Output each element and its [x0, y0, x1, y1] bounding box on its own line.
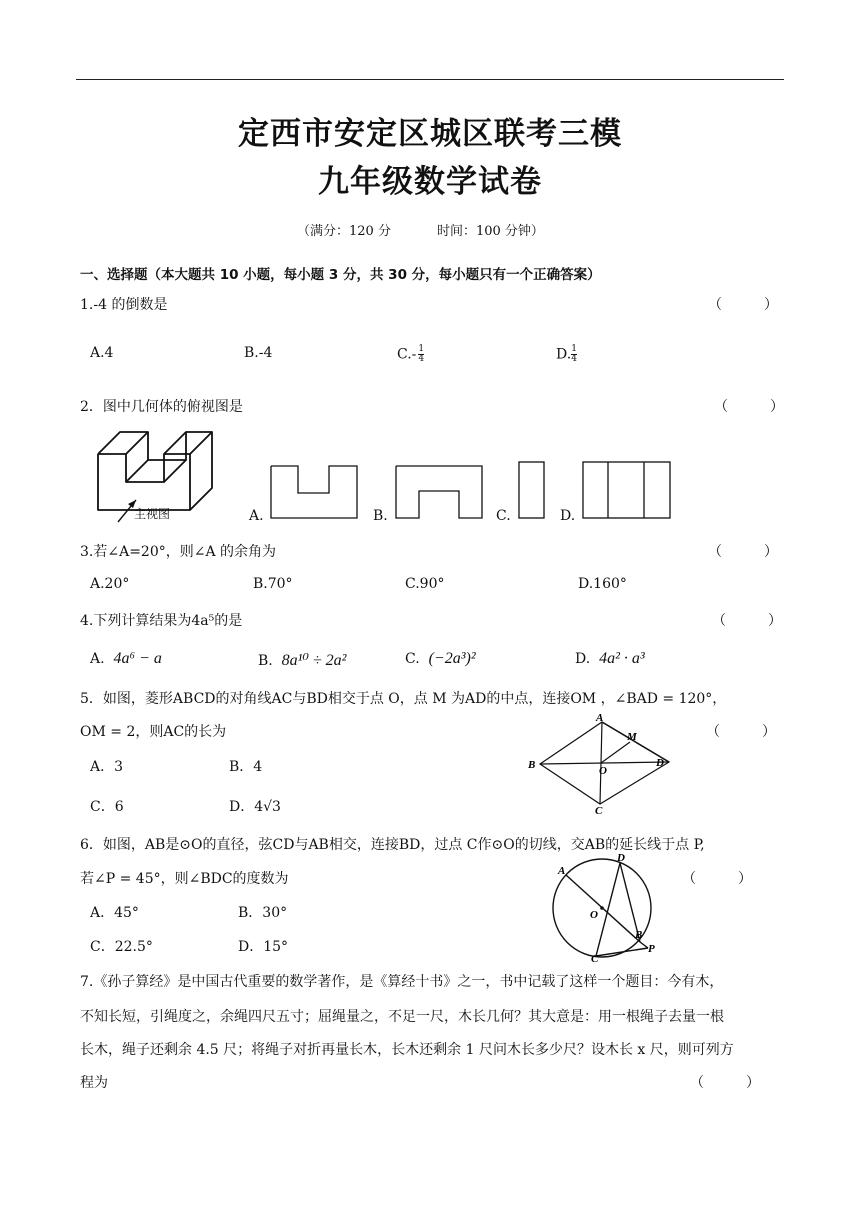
q5-answer-paren: （ ） — [706, 724, 776, 740]
q2-option-d-figure — [582, 461, 672, 519]
q3-answer-paren: （ ） — [708, 544, 778, 560]
q1-stem: 1.-4 的倒数是 — [80, 297, 168, 313]
q2-option-c-label: C. — [496, 508, 511, 524]
q1-option-b: B.-4 — [244, 345, 273, 361]
q2-answer-paren: （ ） — [714, 399, 784, 415]
q4-option-d: D. 4a² · a³ — [575, 650, 645, 667]
q6-option-c: C．22.5° — [90, 939, 153, 955]
q5-rhombus-figure — [526, 712, 676, 814]
q6-label-P: P — [648, 943, 655, 955]
q7-answer-paren: （ ） — [690, 1075, 760, 1091]
q6-label-B: B — [635, 929, 643, 941]
q2-option-a-figure — [270, 465, 358, 519]
q2-main-view-label: 主视图 — [134, 507, 171, 521]
q7-stem-line-1: 7.《孙子算经》是中国古代重要的数学著作，是《算经十书》之一，书中记载了这样一个题目：今有木， — [80, 974, 724, 990]
q5-label-D: D — [656, 757, 664, 769]
q5-label-O: O — [599, 765, 607, 777]
q3-option-a: A.20° — [90, 576, 130, 592]
q4-option-b: B. 8a¹⁰ ÷ 2a² — [258, 652, 347, 669]
q6-label-C: C — [591, 953, 599, 962]
q6-label-A: A — [558, 865, 566, 877]
q2-option-d-label: D. — [560, 508, 576, 524]
q3-option-c: C.90° — [405, 576, 445, 592]
q5-label-B: B — [528, 759, 536, 771]
q6-circle-figure — [548, 848, 660, 962]
title-line-1: 定西市安定区城区联考三模 — [238, 116, 622, 152]
q2-option-b-figure — [395, 465, 483, 519]
q3-option-b: B.70° — [253, 576, 293, 592]
q5-option-a: A．3 — [90, 759, 124, 775]
q1-option-c: C.- $\frac{1}{4}$ — [397, 344, 425, 364]
q6-stem-line-1: 6．如图，AB是⊙O的直径，弦CD与AB相交，连接BD，过点 C作⊙O的切线，交AB的延长线于点 P, — [80, 837, 705, 853]
q2-option-c-figure — [518, 461, 546, 519]
q4-stem: 4.下列计算结果为4a⁵的是 — [80, 613, 243, 629]
q1-option-d: D. $\frac{1}{4}$ — [556, 344, 577, 364]
q3-option-d: D.160° — [578, 576, 627, 592]
q5-option-c: C．6 — [90, 799, 124, 815]
q7-stem-line-2: 不知长短，引绳度之，余绳四尺五寸；屈绳量之，不足一尺，木长几何？其大意是：用一根绳子去量一根 — [80, 1009, 724, 1025]
top-rule — [76, 79, 784, 80]
q6-option-a: A．45° — [90, 905, 139, 921]
score-info: （满分：120 分 时间：100 分钟） — [297, 224, 544, 239]
q6-label-O: O — [590, 909, 598, 921]
q5-option-b: B．4 — [229, 759, 263, 775]
q6-stem-line-2: 若∠P = 45°，则∠BDC的度数为 — [80, 871, 289, 887]
q1-d-fraction: $\frac{1}{4}$ — [571, 344, 577, 364]
q6-answer-paren: （ ） — [682, 871, 752, 887]
q4-answer-paren: （ ） — [712, 613, 782, 629]
q5-label-M: M — [627, 731, 637, 743]
q2-stem: 2．图中几何体的俯视图是 — [80, 399, 243, 415]
q6-option-b: B．30° — [238, 905, 288, 921]
q2-option-b-label: B. — [373, 508, 388, 524]
q7-stem-line-4: 程为 — [80, 1075, 108, 1091]
q4-option-c: C. (−2a³)² — [405, 650, 476, 667]
q6-label-D: D — [617, 852, 625, 864]
title-line-2: 九年级数学试卷 — [318, 164, 542, 200]
q1-option-a: A.4 — [90, 345, 114, 361]
q5-label-A: A — [596, 712, 604, 724]
q6-option-d: D．15° — [238, 939, 289, 955]
q3-stem: 3.若∠A=20°，则∠A 的余角为 — [80, 544, 277, 560]
q5-option-d: D．4√3 — [229, 799, 281, 815]
q5-label-C: C — [595, 805, 603, 814]
q2-option-a-label: A. — [249, 508, 264, 524]
q5-stem-line-2: OM = 2，则AC的长为 — [80, 724, 227, 740]
section-header: 一、选择题（本大题共 10 小题，每小题 3 分，共 30 分，每小题只有一个正确答案） — [80, 267, 601, 283]
q1-answer-paren: （ ） — [708, 297, 778, 313]
q1-c-fraction: $\frac{1}{4}$ — [418, 344, 425, 364]
q4-option-a: A. 4a⁶ − a — [90, 650, 162, 667]
q7-stem-line-3: 长木，绳子还剩余 4.5 尺；将绳子对折再量长木，长木还剩余 1 尺问木长多少尺？设木长 x 尺，则可列方 — [80, 1042, 734, 1058]
q5-stem-line-1: 5．如图，菱形ABCD的对角线AC与BD相交于点 O，点 M 为AD的中点，连接OM ，∠BAD = 120°， — [80, 691, 727, 707]
